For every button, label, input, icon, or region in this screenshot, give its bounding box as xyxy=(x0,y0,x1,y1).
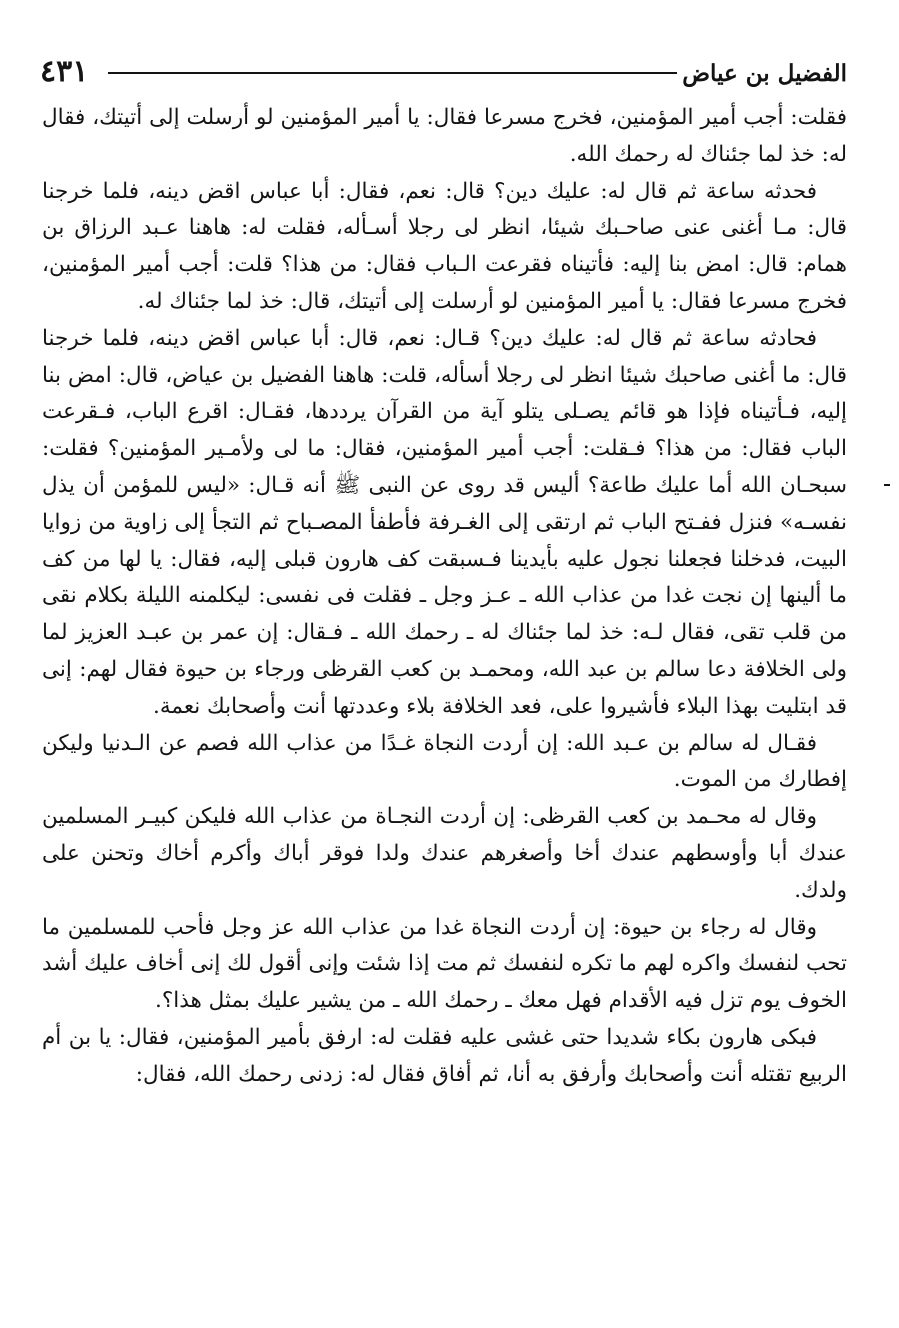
paragraph: فحدثه ساعة ثم قال له: عليك دين؟ قال: نعم، فقال: أبا عباس اقض دينه، فلما خرجنا قال: مـا أغنى عنى صاحـبك شيئا، انظر لى رجلا أسـأله، فقلت له: هاهنا عـبد الرزاق بن همام: قال: امض بنا إليه: فأتيناه فقرعت الـباب فقال: من هذا؟ قلت: أجب أمير المؤمنين، فخرج مسرعا فقال: يا أمير المؤمنين لو أرسلت إلى أتيتك، قال: خذ لما جئناك له. xyxy=(42,178,847,314)
page-number: ٤٣١ xyxy=(40,54,89,89)
margin-mark xyxy=(884,484,890,486)
page-header xyxy=(40,52,847,98)
paragraph: فقلت: أجب أمير المؤمنين، فخرج مسرعا فقال: يا أمير المؤمنين لو أرسلت إلى أتيتك، فقال له: خذ لما جئناك له رحمك الله. xyxy=(42,105,847,167)
header-rule xyxy=(108,72,677,74)
paragraph: فقـال له سالم بن عـبد الله: إن أردت النجاة غـدًا من عذاب الله فصم عن الـدنيا وليكن إفطارك من الموت. xyxy=(42,730,847,793)
paragraph: وقال له رجاء بن حيوة: إن أردت النجاة غدا من عذاب الله عز وجل فأحب للمسلمين ما تحب لنفسك واكره لهم ما تكره لنفسك ثم مت إذا شئت وإنى أقول لك إنى أخاف عليك أشد الخوف يوم تزل فيه الأقدام فهل معك ـ رحمك الله ـ من يشير عليك بمثل هذا؟. xyxy=(42,914,847,1014)
running-title: الفضيل بن عياض xyxy=(682,60,847,87)
paragraph: فحادثه ساعة ثم قال له: عليك دين؟ قـال: نعم، قال: أبا عباس اقض دينه، فلما خرجنا قال: ما أغنى صاحبك شيئا انظر لى رجلا أسأله، قلت: هاهنا الفضيل بن عياض، قال: امض بنا إليه، فـأتيناه فإذا هو قائم يصـلى يتلو آية من القرآن يرددها، فقـال: اقرع الباب، فـقرعت الباب فقال: من هذا؟ فـقلت: أجب أمير المؤمنين، فقال: ما لى ولأمـير المؤمنين؟ فقلت: سبحـان الله أما عليك طاعة؟ أليس قد روى عن النبى ﷺ أنه قـال: «ليس للمؤمن أن يذل نفسـه» فنزل ففـتح الباب ثم ارتقى إلى الغـرفة فأطفأ المصـباح ثم التجأ إلى زاوية من زوايا البيت، فدخلنا فجعلنا نجول عليه بأيدينا فـسبقت كف هارون قبلى إليه، فقال: يا لها من كف ما ألينها إن نجت غدا من عذاب الله ـ عـز وجل ـ فقلت فى نفسى: ليكلمنه الليلة بكلام نقى من قلب تقى، فقال لـه: خذ لما جئناك له ـ رحمك الله ـ فـقال: إن عمر بن عبـد العزيز لما ولى الخلافة دعا سالم بن عبد الله، ومحمـد بن كعب القرظى ورجاء بن حيوة فقال لهم: إنى قد ابتليت بهذا البلاء فأشيروا على، فعد الخلافة بلاء وعددتها أنت وأصحابك نعمة. xyxy=(42,325,847,719)
paragraph: وقال له محـمد بن كعب القرظى: إن أردت النجـاة من عذاب الله فليكن كبيـر المسلمين عندك أبا وأوسطهم عندك أخا وأصغرهم عندك ولدا فوقر أباك وأكرم أخاك وتحنن على ولدك. xyxy=(42,804,847,903)
body-text xyxy=(42,100,847,1094)
paragraph: فبكى هارون بكاء شديدا حتى غشى عليه فقلت له: ارفق بأمير المؤمنين، فقال: يا بن أم الربيع تقتله أنت وأصحابك وأرفق به أنا، ثم أفاق فقال له: زدنى رحمك الله، فقال: xyxy=(42,1024,847,1087)
